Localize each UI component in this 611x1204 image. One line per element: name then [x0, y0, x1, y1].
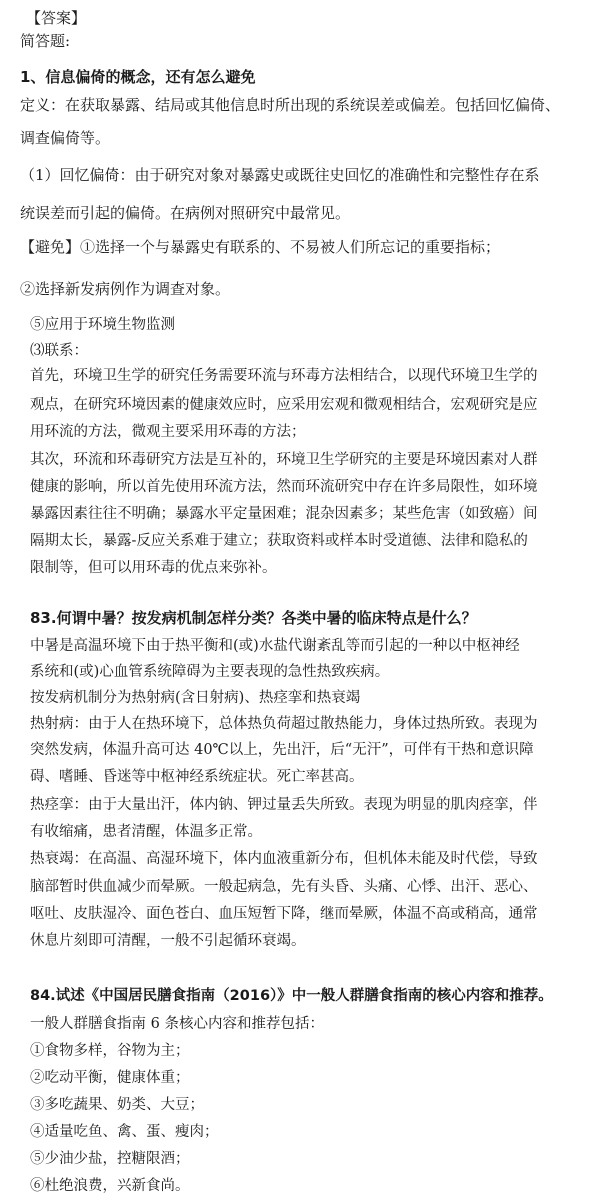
q84-item-3: ③多吃蔬果、奶类、大豆；: [30, 1097, 204, 1113]
q84-item-6: ⑥杜绝浪费，兴新食尚。: [30, 1178, 190, 1194]
env-para2-line-5: 限制等，但可以用环毒的优点来弥补。: [30, 560, 277, 576]
q84-item-2: ②吃动平衡，健康体重；: [30, 1070, 190, 1086]
answer-label: 【答案】: [26, 9, 87, 27]
q83-line-1: 中暑是高温环境下由于热平衡和(或)水盐代谢紊乱等而引起的一种以中枢神经: [30, 638, 520, 654]
q84-item-4: ④适量吃鱼、禽、蛋、瘦肉；: [30, 1124, 219, 1140]
q83-line-7: 热痉挛：由于大量出汗，体内钠、钾过量丢失所致。表现为明显的肌肉痉挛，伴: [30, 797, 538, 813]
q83-line-4: 热射病：由于人在热环境下，总体热负荷超过散热能力，身体过热所致。表现为: [30, 716, 538, 732]
q84-item-5: ⑤少油少盐，控糖限酒；: [30, 1151, 190, 1167]
q1-recall-bias-line-1: （1）回忆偏倚：由于研究对象对暴露史或既往史回忆的准确性和完整性存在系: [20, 166, 540, 184]
q83-line-6: 碍、嗜睡、昏迷等中枢神经系统症状。死亡率甚高。: [30, 769, 364, 785]
q83-line-11: 呕吐、皮肤湿冷、面色苍白、血压短暂下降，继而晕厥，体温不高或稍高，通常: [30, 906, 538, 922]
env-para1-line-3: 用环流的方法，微观主要采用环毒的方法；: [30, 424, 306, 440]
q84-item-1: ①食物多样，谷物为主；: [30, 1043, 190, 1059]
q1-definition-line-1: 定义：在获取暴露、结局或其他信息时所出现的系统误差或偏差。包括回忆偏倚、: [20, 96, 561, 114]
q1-title: 1、信息偏倚的概念，还有怎么避免: [20, 68, 256, 86]
q1-avoid-line-1: 【避免】①选择一个与暴露史有联系的、不易被人们所忘记的重要指标；: [20, 238, 501, 256]
q83-line-2: 系统和(或)心血管系统障碍为主要表现的急性热致疾病。: [30, 664, 390, 680]
env-para1-line-1: 首先，环境卫生学的研究任务需要环流与环毒方法相结合，以现代环境卫生学的: [30, 368, 538, 384]
q84-title: 84.试述《中国居民膳食指南（2016）》中一般人群膳食指南的核心内容和推荐。: [30, 988, 553, 1004]
q83-line-5: 突然发病，体温升高可达 40℃以上，先出汗，后“无汗”，可伴有干热和意识障: [30, 742, 534, 758]
q83-title: 83.何谓中暑？按发病机制怎样分类？各类中暑的临床特点是什么？: [30, 609, 477, 627]
q1-recall-bias-line-2: 统误差而引起的偏倚。在病例对照研究中最常见。: [20, 204, 351, 222]
env-item-3: ⑶联系：: [30, 343, 88, 359]
env-para2-line-4: 隔期太长，暴露-反应关系难于建立；获取资料或样本时受道德、法律和隐私的: [30, 533, 528, 549]
q1-avoid-line-2: ②选择新发病例作为调查对象。: [20, 280, 231, 298]
env-para2-line-2: 健康的影响，所以首先使用环流方法，然而环流研究中存在许多局限性，如环境: [30, 479, 538, 495]
q83-line-8: 有收缩痛，患者清醒，体温多正常。: [30, 824, 262, 840]
q83-line-12: 休息片刻即可清醒，一般不引起循环衰竭。: [30, 933, 306, 949]
env-para2-line-3: 暴露因素往往不明确；暴露水平定量困难；混杂因素多；某些危害（如致癌）间: [30, 506, 538, 522]
q83-line-9: 热衰竭：在高温、高湿环境下，体内血液重新分布，但机体未能及时代偿，导致: [30, 851, 538, 867]
env-item-5: ⑤应用于环境生物监测: [30, 317, 175, 333]
q1-definition-line-2: 调查偏倚等。: [20, 129, 111, 147]
q83-line-3: 按发病机制分为热射病(含日射病)、热痉挛和热衰竭: [30, 690, 361, 706]
q84-intro: 一般人群膳食指南 6 条核心内容和推荐包括：: [30, 1016, 324, 1032]
env-para2-line-1: 其次，环流和环毒研究方法是互补的，环境卫生学研究的主要是环境因素对人群: [30, 452, 538, 468]
q83-line-10: 脑部暂时供血减少而晕厥。一般起病急，先有头昏、头痛、心悸、出汗、恶心、: [30, 879, 538, 895]
env-para1-line-2: 观点，在研究环境因素的健康效应时，应采用宏观和微观相结合，宏观研究是应: [30, 397, 538, 413]
question-type: 简答题:: [20, 32, 71, 50]
